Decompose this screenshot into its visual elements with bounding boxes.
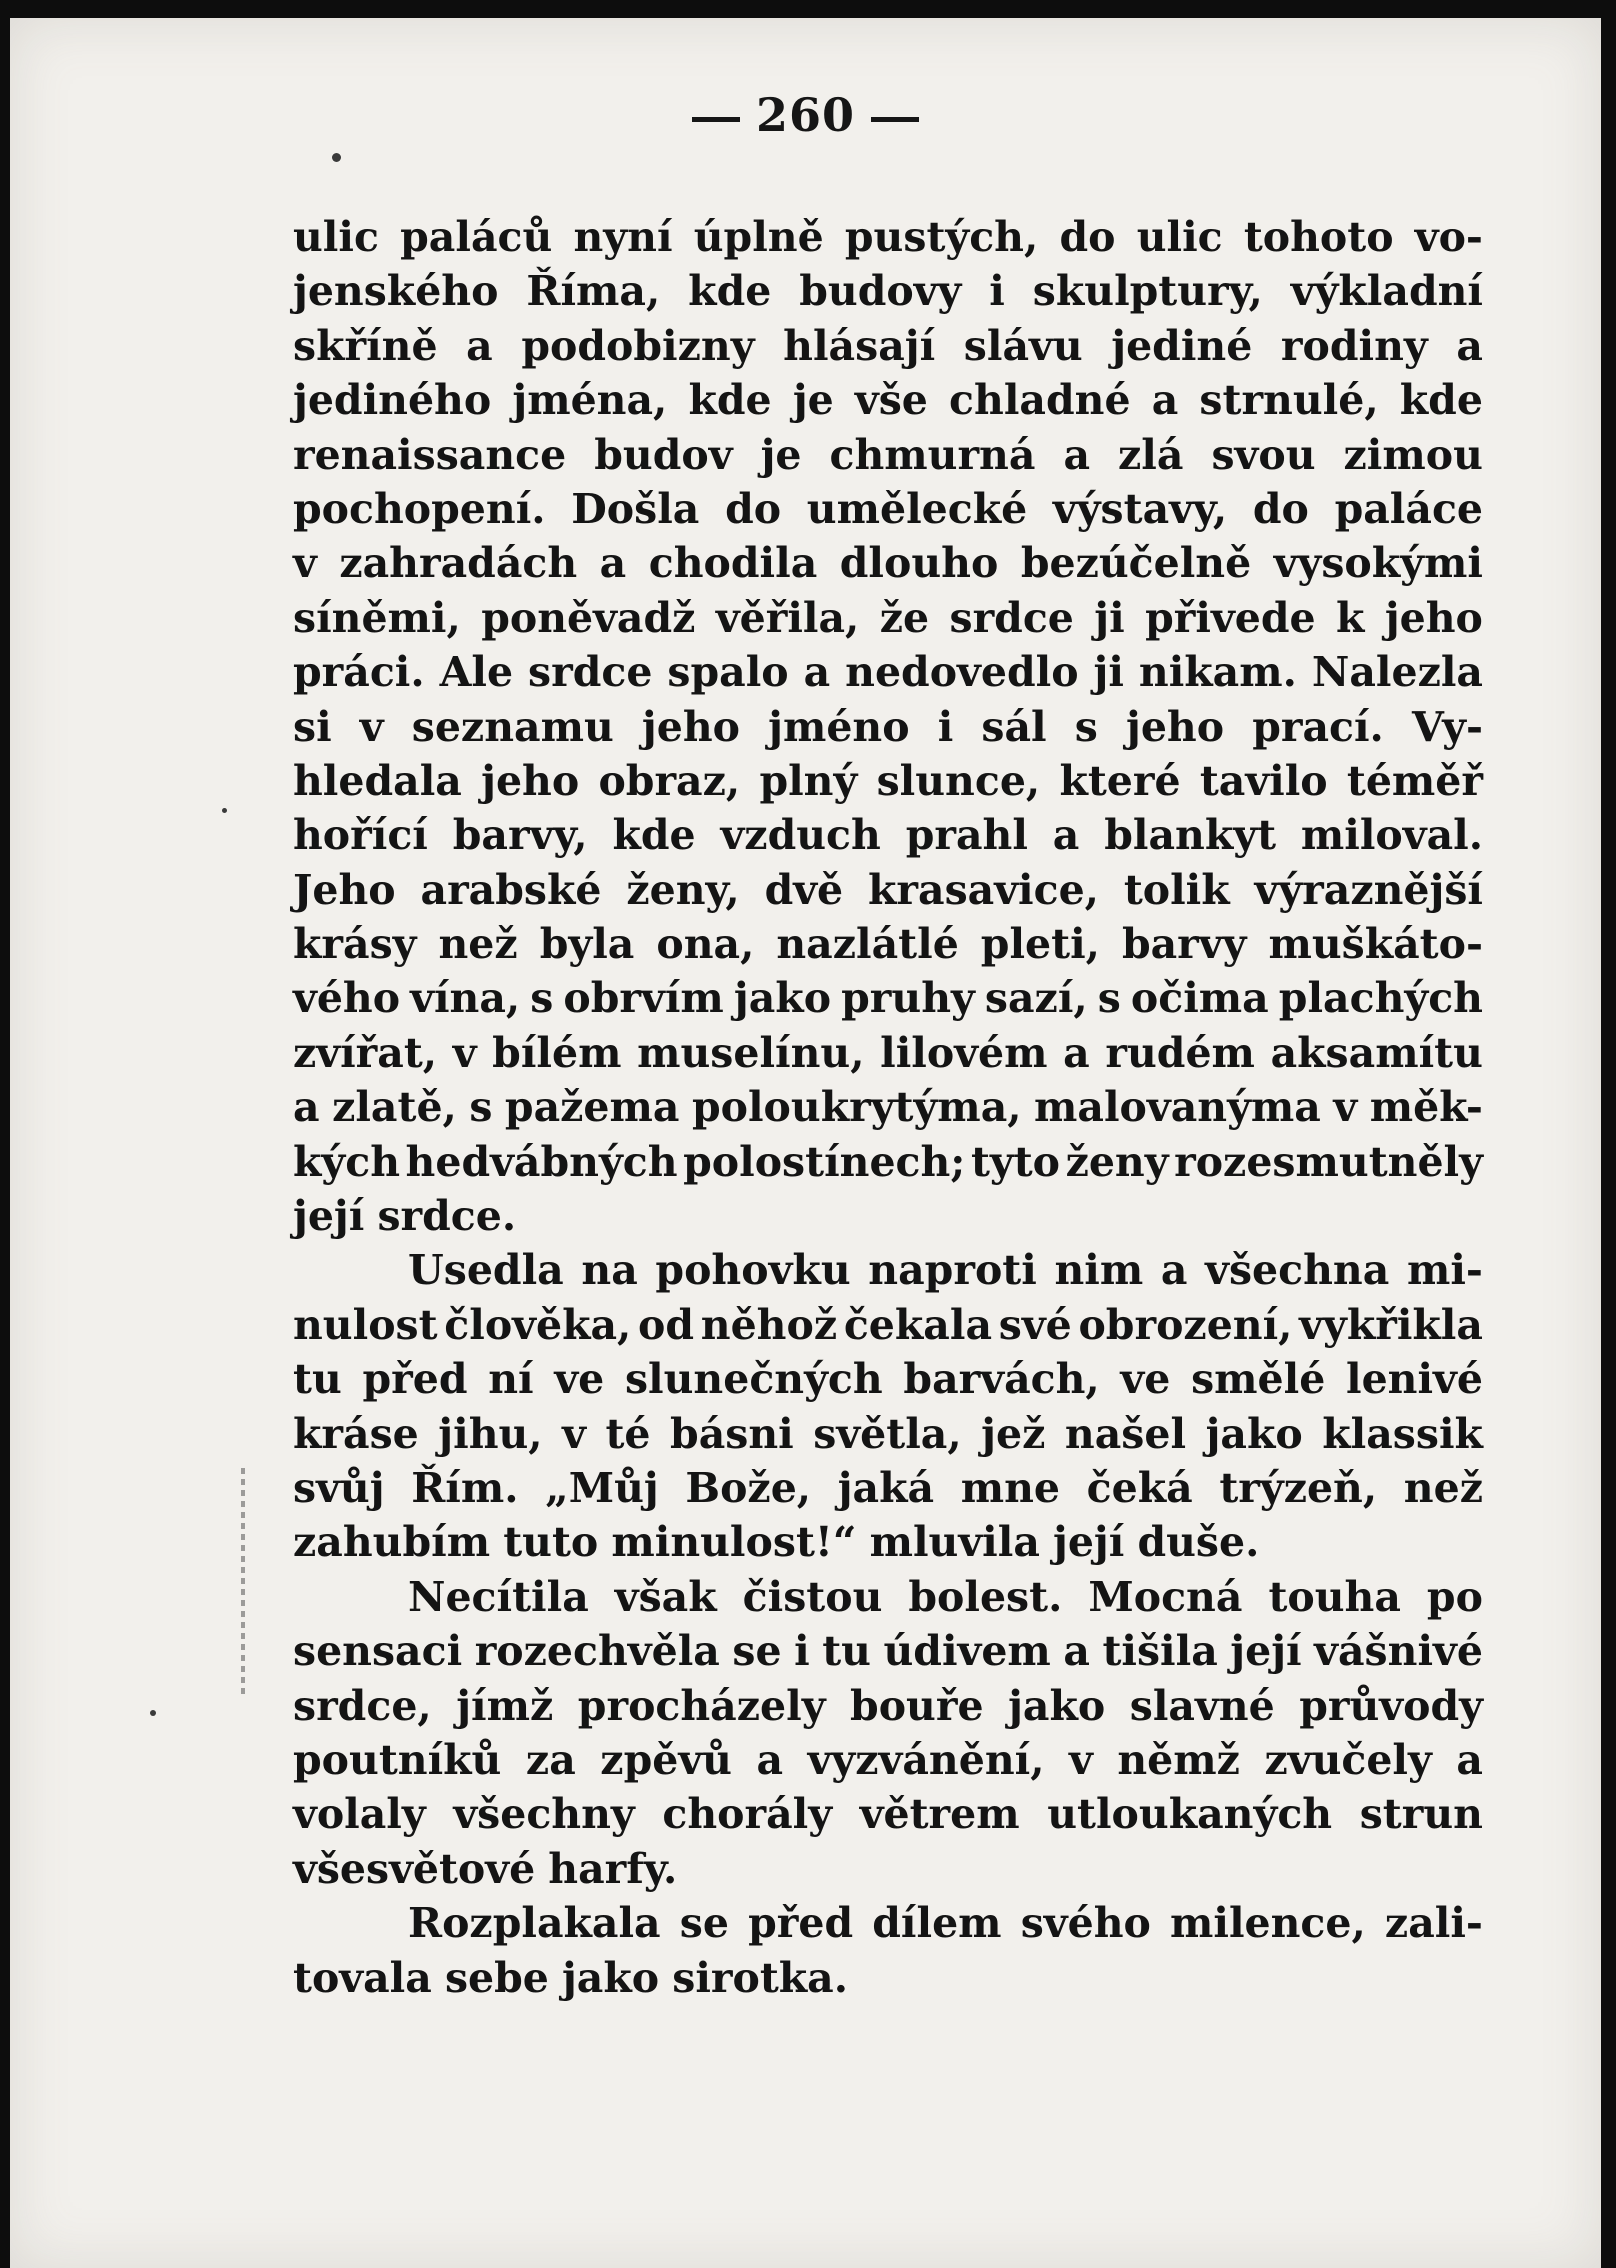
margin-scratch-mark <box>241 1468 245 1698</box>
body-text <box>293 210 1483 2005</box>
text-line: její srdce. <box>293 1192 517 1241</box>
paragraph <box>293 1243 1483 1569</box>
text-line: si v seznamu jeho jméno i sál s jeho prací. Vy- <box>293 702 1483 751</box>
text-line: svůj Řím. „Můj Bože, jaká mne čeká trýzeň, než <box>293 1463 1483 1512</box>
text-line: v zahradách a chodila dlouho bezúčelně vysokými <box>293 539 1483 588</box>
text-line: kráse jihu, v té básni světla, jež našel jako klassik <box>293 1409 1483 1458</box>
text-line: a zlatě, s pažema poloukrytýma, malovanýma v měk- <box>293 1083 1483 1132</box>
header-dash-right <box>871 117 919 122</box>
book-page <box>10 18 1601 2268</box>
text-line: volaly všechny chorály větrem utloukaných strun <box>293 1790 1483 1839</box>
text-line: skříně a podobizny hlásají slávu jediné rodiny a <box>293 321 1483 370</box>
text-line: zahubím tuto minulost!“ mluvila její duše. <box>293 1518 1260 1567</box>
paragraph <box>293 1570 1483 1896</box>
page-number: 260 <box>755 88 856 142</box>
paragraph <box>293 1896 1483 2005</box>
paragraph <box>293 210 1483 1243</box>
text-line: srdce, jímž procházely bouře jako slavné průvody <box>293 1681 1483 1730</box>
text-line: zvířat, v bílém muselínu, lilovém a rudém aksamítu <box>293 1028 1483 1077</box>
text-line: pochopení. Došla do umělecké výstavy, do paláce <box>293 484 1483 533</box>
text-line: vého vína, s obrvím jako pruhy sazí, s očima plachých <box>293 974 1483 1023</box>
text-line: Usedla na pohovku naproti nim a všechna mi- <box>408 1246 1483 1295</box>
text-line: krásy než byla ona, nazlátlé pleti, barvy muškáto- <box>293 920 1483 969</box>
text-line: sensaci rozechvěla se i tu údivem a tišila její vášnivé <box>293 1627 1483 1676</box>
page-number-header <box>10 88 1601 142</box>
text-line: poutníků za zpěvů a vyzvánění, v němž zvučely a <box>293 1735 1483 1784</box>
speck-mark <box>332 153 341 162</box>
text-line: práci. Ale srdce spalo a nedovedlo ji nikam. Nalezla <box>293 648 1483 697</box>
text-line: hledala jeho obraz, plný slunce, které tavilo téměř <box>293 756 1483 805</box>
text-line: Jeho arabské ženy, dvě krasavice, tolik výraznější <box>293 865 1483 914</box>
text-line: síněmi, poněvadž věřila, že srdce ji přivede k jeho <box>293 593 1483 642</box>
text-line: kých hedvábných polostínech; tyto ženy rozesmutněly <box>293 1137 1483 1186</box>
speck-mark <box>150 1710 156 1716</box>
text-line: ulic paláců nyní úplně pustých, do ulic tohoto vo- <box>293 213 1483 261</box>
text-line: tu před ní ve slunečných barvách, ve smělé lenivé <box>293 1355 1483 1404</box>
text-line: nulost člověka, od něhož čekala své obrození, vykřikla <box>293 1300 1483 1349</box>
text-line: renaissance budov je chmurná a zlá svou zimou <box>293 430 1483 479</box>
speck-mark <box>222 808 227 813</box>
text-line: jenského Říma, kde budovy i skulptury, výkladní <box>293 267 1483 316</box>
text-line: tovala sebe jako sirotka. <box>293 1953 849 2002</box>
text-line: hořící barvy, kde vzduch prahl a blankyt miloval. <box>293 811 1483 860</box>
header-dash-left <box>692 117 740 122</box>
text-line: Rozplakala se před dílem svého milence, zali- <box>408 1899 1483 1948</box>
text-line: Necítila však čistou bolest. Mocná touha po <box>408 1572 1483 1621</box>
text-line: všesvětové harfy. <box>293 1844 678 1893</box>
text-line: jediného jména, kde je vše chladné a strnulé, kde <box>293 376 1483 425</box>
